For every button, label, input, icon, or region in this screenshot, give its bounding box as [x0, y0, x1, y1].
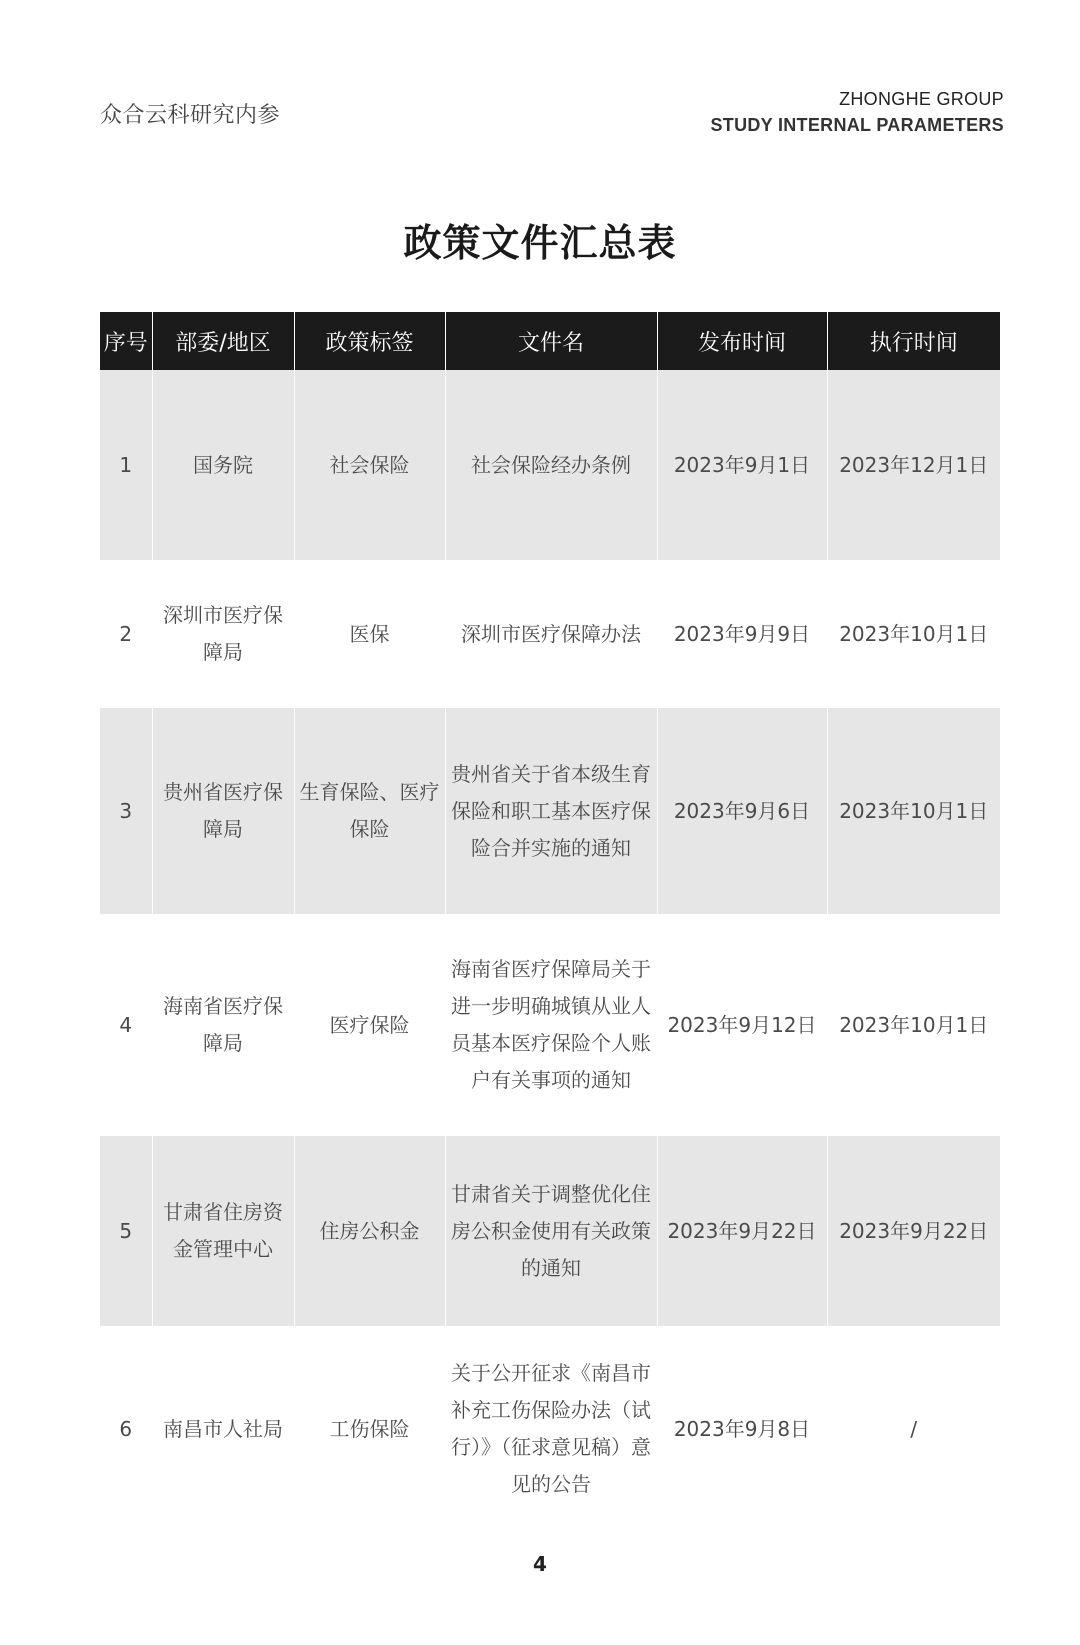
- cell-publish: 2023年9月1日: [657, 370, 827, 560]
- column-header-no: 序号: [100, 312, 152, 370]
- cell-tag: 住房公积金: [294, 1136, 445, 1326]
- cell-file: 贵州省关于省本级生育保险和职工基本医疗保险合并实施的通知: [445, 708, 657, 914]
- column-header-publish: 发布时间: [657, 312, 827, 370]
- cell-dept: 贵州省医疗保障局: [152, 708, 294, 914]
- cell-no: 2: [100, 560, 152, 708]
- cell-file: 社会保险经办条例: [445, 370, 657, 560]
- cell-file: 海南省医疗保障局关于进一步明确城镇从业人员基本医疗保险个人账户有关事项的通知: [445, 914, 657, 1136]
- cell-dept: 南昌市人社局: [152, 1326, 294, 1532]
- brand-subtitle: STUDY INTERNAL PARAMETERS: [710, 115, 1004, 135]
- cell-execute: 2023年10月1日: [827, 708, 1000, 914]
- cell-tag: 医疗保险: [294, 914, 445, 1136]
- brand-block: [710, 86, 1004, 138]
- cell-no: 3: [100, 708, 152, 914]
- table-row: [100, 914, 1000, 1136]
- cell-dept: 深圳市医疗保障局: [152, 560, 294, 708]
- cell-publish: 2023年9月9日: [657, 560, 827, 708]
- cell-dept: 海南省医疗保障局: [152, 914, 294, 1136]
- cell-no: 6: [100, 1326, 152, 1532]
- table-row: [100, 708, 1000, 914]
- cell-execute: 2023年9月22日: [827, 1136, 1000, 1326]
- column-header-tag: 政策标签: [294, 312, 445, 370]
- cell-publish: 2023年9月8日: [657, 1326, 827, 1532]
- cell-no: 4: [100, 914, 152, 1136]
- brand-name: ZHONGHE GROUP: [839, 89, 1004, 109]
- table-row: [100, 370, 1000, 560]
- cell-file: 甘肃省关于调整优化住房公积金使用有关政策的通知: [445, 1136, 657, 1326]
- column-header-execute: 执行时间: [827, 312, 1000, 370]
- cell-dept: 甘肃省住房资金管理中心: [152, 1136, 294, 1326]
- publication-name: 众合云科研究内参: [100, 103, 281, 128]
- table-header-row: [100, 312, 1000, 370]
- cell-tag: 生育保险、医疗保险: [294, 708, 445, 914]
- cell-tag: 医保: [294, 560, 445, 708]
- cell-dept: 国务院: [152, 370, 294, 560]
- cell-tag: 社会保险: [294, 370, 445, 560]
- table-row: [100, 1326, 1000, 1532]
- column-header-file: 文件名: [445, 312, 657, 370]
- table-row: [100, 560, 1000, 708]
- cell-file: 深圳市医疗保障办法: [445, 560, 657, 708]
- column-header-dept: 部委/地区: [152, 312, 294, 370]
- cell-execute: /: [827, 1326, 1000, 1532]
- cell-execute: 2023年10月1日: [827, 914, 1000, 1136]
- page-title: 政策文件汇总表: [403, 221, 677, 265]
- page-number: 4: [533, 1552, 547, 1576]
- table-row: [100, 1136, 1000, 1326]
- cell-publish: 2023年9月6日: [657, 708, 827, 914]
- cell-execute: 2023年10月1日: [827, 560, 1000, 708]
- cell-publish: 2023年9月12日: [657, 914, 827, 1136]
- cell-publish: 2023年9月22日: [657, 1136, 827, 1326]
- cell-file: 关于公开征求《南昌市补充工伤保险办法（试行）》（征求意见稿）意见的公告: [445, 1326, 657, 1532]
- cell-tag: 工伤保险: [294, 1326, 445, 1532]
- policy-table: [100, 312, 1000, 1532]
- cell-no: 1: [100, 370, 152, 560]
- cell-no: 5: [100, 1136, 152, 1326]
- cell-execute: 2023年12月1日: [827, 370, 1000, 560]
